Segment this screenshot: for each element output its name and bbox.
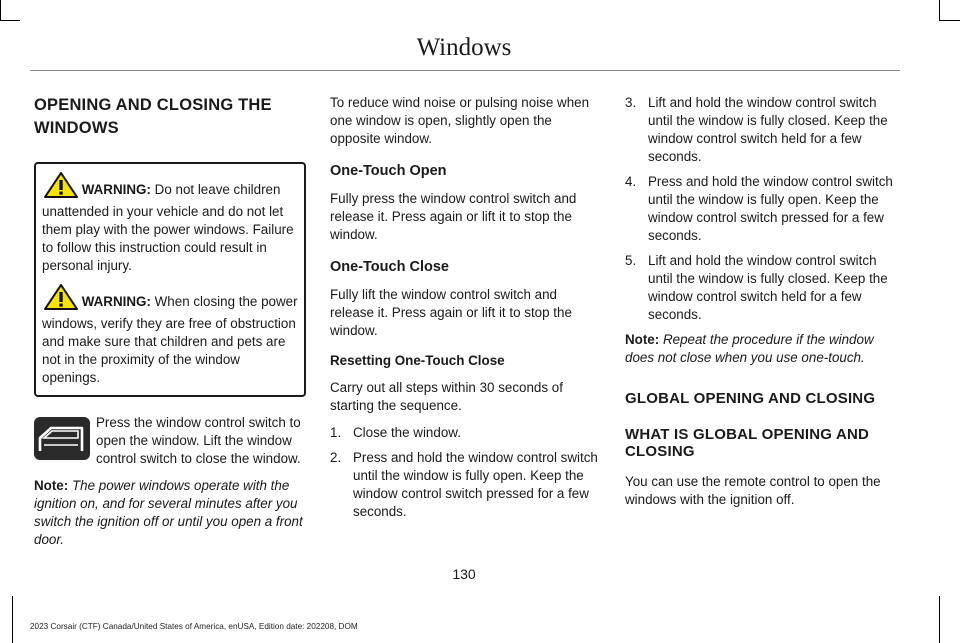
warning-box bbox=[34, 162, 306, 397]
note-label: Note: bbox=[34, 478, 69, 493]
step-number: 5. bbox=[625, 253, 637, 268]
section-title-global: GLOBAL OPENING AND CLOSING bbox=[625, 390, 876, 407]
warning-label: WARNING: bbox=[81, 182, 151, 197]
reset-steps-list-continued bbox=[625, 94, 897, 324]
page-header-title: Windows bbox=[416, 34, 512, 61]
column-right bbox=[625, 94, 897, 509]
crop-mark bbox=[939, 0, 940, 20]
warning-triangle-icon bbox=[44, 172, 78, 203]
reset-steps-list bbox=[330, 424, 602, 521]
page-number: 130 bbox=[452, 566, 476, 582]
note bbox=[625, 331, 897, 367]
column-middle bbox=[330, 94, 602, 521]
warning-triangle-icon bbox=[44, 284, 78, 315]
warning-paragraph bbox=[42, 172, 298, 275]
warning-text: Do not leave children unattended in your vehicle and do not let them play with the power windows. Failure to follow this instruction could result in personal injury. bbox=[42, 182, 294, 273]
step-number: 4. bbox=[625, 174, 637, 189]
note bbox=[34, 477, 306, 549]
step-text: Lift and hold the window control switch until the window is fully closed. Keep the window control switch held for a few seconds. bbox=[648, 253, 888, 322]
step-number: 3. bbox=[625, 95, 637, 110]
step-number: 2. bbox=[330, 450, 342, 465]
list-item bbox=[625, 252, 897, 324]
crop-mark bbox=[12, 596, 13, 643]
step-text: Lift and hold the window control switch until the window is fully closed. Keep the window control switch held for a few seconds. bbox=[648, 95, 888, 164]
note-label: Note: bbox=[625, 332, 660, 347]
intro-paragraph: To reduce wind noise or pulsing noise when one window is open, slightly open the opposite window. bbox=[330, 95, 590, 146]
header-divider bbox=[30, 70, 900, 71]
crop-mark bbox=[939, 20, 960, 21]
step-number: 1. bbox=[330, 425, 342, 440]
global-description: You can use the remote control to open the windows with the ignition off. bbox=[625, 474, 881, 507]
subheading-resetting: Resetting One-Touch Close bbox=[330, 353, 505, 368]
step-text: Press and hold the window control switch until the window is fully open. Keep the window control switch pressed for a few seconds. bbox=[648, 174, 893, 243]
column-left bbox=[34, 94, 306, 549]
one-touch-close-text: Fully lift the window control switch and release it. Press again or lift it to stop the window. bbox=[330, 287, 572, 338]
reset-intro-text: Carry out all steps within 30 seconds of starting the sequence. bbox=[330, 380, 563, 413]
crop-mark bbox=[939, 596, 940, 643]
switch-instruction-text: Press the window control switch to open the window. Lift the window control switch to close the window. bbox=[96, 415, 301, 466]
window-switch-instruction bbox=[34, 414, 306, 468]
step-text: Press and hold the window control switch until the window is fully open. Keep the window control switch pressed for a few seconds. bbox=[353, 450, 598, 519]
subsection-title-what-is: WHAT IS GLOBAL OPENING AND CLOSING bbox=[625, 426, 870, 460]
warning-text: When closing the power windows, verify they are free of obstruction and make sure that children and pets are not in the proximity of the window openings. bbox=[42, 294, 298, 385]
list-item bbox=[625, 94, 897, 166]
crop-mark bbox=[0, 0, 1, 20]
subheading-one-touch-close: One-Touch Close bbox=[330, 259, 449, 275]
one-touch-open-text: Fully press the window control switch and release it. Press again or lift it to stop the window. bbox=[330, 191, 577, 242]
crop-mark bbox=[0, 20, 20, 21]
note-text: Repeat the procedure if the window does not close when you use one-touch. bbox=[625, 332, 874, 365]
note-text: The power windows operate with the ignition on, and for several minutes after you switch the ignition off or until you open a front door. bbox=[34, 478, 303, 547]
warning-label: WARNING: bbox=[81, 294, 151, 309]
section-title: OPENING AND CLOSING THE WINDOWS bbox=[34, 96, 272, 137]
list-item bbox=[330, 449, 602, 521]
step-text: Close the window. bbox=[353, 425, 461, 440]
door-window-icon bbox=[34, 417, 90, 460]
list-item bbox=[625, 173, 897, 245]
warning-paragraph bbox=[42, 284, 298, 387]
footer-edition-info: 2023 Corsair (CTF) Canada/United States of America, enUSA, Edition date: 202208, DOM bbox=[30, 622, 358, 631]
subheading-one-touch-open: One-Touch Open bbox=[330, 163, 447, 179]
list-item bbox=[330, 424, 602, 442]
